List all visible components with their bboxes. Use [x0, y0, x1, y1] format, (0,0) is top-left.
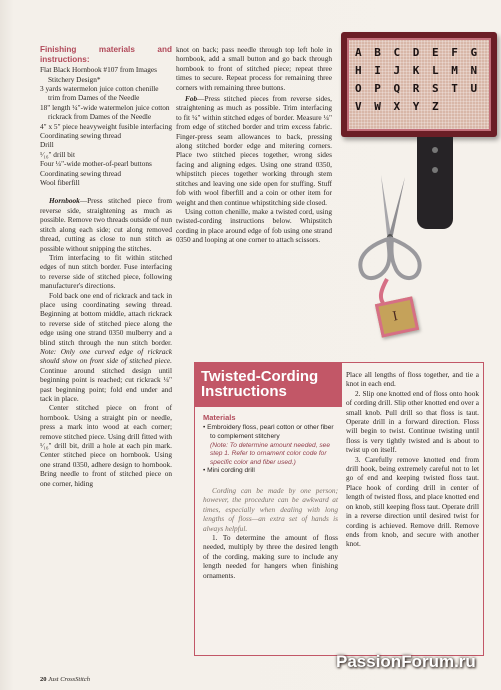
- material-item: 3 yards watermelon juice cotton chenille trim from Dames of the Needle: [40, 84, 159, 103]
- fob-paragraph: [176, 94, 332, 207]
- materials-list: [40, 65, 172, 187]
- box-title: Twisted-Cording Instructions: [195, 363, 342, 407]
- rickrack-note: Note: Only one curved edge of rickrack should show on front side of stitched piece.: [40, 346, 172, 366]
- twisted-cording-box: [194, 362, 484, 656]
- middle-column: [176, 45, 332, 245]
- box-materials-list: [203, 424, 338, 476]
- chenille-paragraph: Using cotton chenille, make a twisted cord, using twisted-cording instructions below. Whipstitch cording in place around edge of fob using one strand 0350 and looping at one corner to attach scissors.: [176, 206, 332, 245]
- material-item: Drill: [40, 140, 54, 150]
- rickrack-paragraph: Fold back one end of rickrack and tack in place using coordinating sewing thread. Beginning at bottom middle, attach rickrack to reverse side of stitched piece along the edge using one strand 0350 mulberry and a blind stitch through the nun stitch border. Note: Only one curved edge of rickrack should show on front side of stitched piece. Continue around stitched design until beginning point is reached; cut rickrack ¼" past beginning point; fold end under and tack in place.: [40, 290, 172, 403]
- step-1: 1. To determine the amount of floss needed, multiply by three the desired length of the cording, making sure to include any length needed for hangers when finishing ornaments.: [203, 533, 338, 580]
- page-footer: [40, 676, 90, 683]
- fob-letter: I: [391, 309, 400, 325]
- list-item-note: (Note: To determine amount needed, see step 1. Refer to ornament color code for specific color and fiber used.): [210, 441, 330, 466]
- material-item: Coordinating sewing thread: [40, 131, 122, 141]
- magazine-name: Just CrossStitch: [48, 676, 90, 683]
- hornbook-text: —Press stitched piece from reverse side, straightening as much as possible. Remove two threads outside of nun stitch along each side; cut along removed thread, cutting as close to nun stitch as possible without snipping the stitches.: [40, 196, 172, 253]
- fob-lead: Fob: [185, 94, 198, 104]
- page-number: 20: [40, 676, 47, 683]
- material-item: Coordinating sewing thread: [40, 168, 122, 178]
- material-item: Wool fiberfill: [40, 178, 80, 188]
- hornbook-lead: Hornbook: [49, 196, 80, 206]
- hornbook-sampler: [341, 32, 497, 137]
- project-photo: [333, 0, 501, 345]
- left-column: [40, 45, 172, 488]
- material-item: ¹⁄₁₆" drill bit: [40, 149, 75, 159]
- step-2: 2. Slip one knotted end of floss onto hook of cording drill. Slip other knotted end over a small knob. Pull drill so that floss is taut. Operate drill in a forward direction. Floss will begin to twist. Continue twisting until floss is very tightly twisted and is about to twist up on itself.: [346, 388, 479, 455]
- buttons-paragraph: knot on back; pass needle through top left hole in hornbook, add a small button and go back through hornbook to front of stitched piece; repeat three times to secure. Repeat process for remaining three corners with remaining three buttons.: [176, 45, 332, 92]
- sampler-alphabet: A B C D E F G H I J K L M N O P Q R S T U V W X Y Z: [347, 38, 491, 131]
- box-materials-heading: Materials: [203, 413, 236, 422]
- material-item: 4" x 5" piece heavyweight fusible interfacing: [40, 121, 172, 131]
- step-3: 3. Carefully remove knotted end from drill hook, being extremely careful not to let go of end and keeping twisted floss taut. Place hook of cording drill in center of length of twisted floss, and place knotted end on knob, still keeping floss taut. Operate drill in a reverse direction until desired twist for cording is achieved. Remove drill. Remove ends from knob, and secure with another knot.: [346, 454, 479, 549]
- fob-text: —Press stitched pieces from reverse sides, straightening as much as possible. Trim interfacing to fit ¼" within stitched edges of border. Measure ¼" from edge of stitched border and trim excess fabric. Finger-press seam allowances to back, pressing along stitched border edge and mitering corners. Place two stitched pieces together, wrong sides facing and aligning edges. Using one strand 0350, whipstitch pieces together working through stem stitches and leaving one side open for stuffing. Stuff fob with wool fiberfill and a coin or other item for weight and then continue whipstitching side closed.: [176, 94, 332, 207]
- box-intro: Cording can be made by one person; however, the procedure can be awkward at times, especially when dealing with long lengths of floss—an extra set of hands is always helpful.: [203, 485, 338, 533]
- list-item: • Mini cording drill: [203, 467, 255, 475]
- scissors-icon: [351, 175, 431, 305]
- knot-paragraph: Place all lengths of floss together, and tie a knot in each end.: [346, 370, 479, 389]
- material-item: Four ¼"-wide mother-of-pearl buttons: [40, 159, 152, 169]
- box-right-column: [346, 370, 479, 549]
- interfacing-paragraph: Trim interfacing to fit within stitched edges of nun stitch border. Fuse interfacing to reverse side of stitched piece, following manufacturer's directions.: [40, 252, 172, 291]
- materials-heading: Finishing materials and instructions:: [40, 45, 172, 64]
- scissor-fob: [375, 296, 419, 337]
- bolt-icon: [432, 167, 438, 173]
- material-item: Flat Black Hornbook #107 from Images Stitchery Design*: [40, 65, 157, 84]
- material-item: 18" length ¼"-wide watermelon juice cotton rickrack from Dames of the Needle: [40, 102, 170, 122]
- bolt-icon: [432, 147, 438, 153]
- box-left-column: [203, 413, 338, 580]
- hornbook-paragraph: [40, 196, 172, 252]
- list-item: • Embroidery floss, pearl cotton or other fiber to complement stitchery: [203, 424, 334, 440]
- center-paragraph: Center stitched piece on front of hornbook. Using a straight pin or needle, press a mark into wood at each corner; remove stitched piece. Using drill fitted with ¹⁄₁₆" drill bit, drill a hole at each pin mark. Center stitched piece on hornbook. Using one strand 0350, adhere design to hornbook. Bring needle to front of stitched piece on one corner, hiding: [40, 403, 172, 488]
- watermark: PassionForum.ru: [336, 652, 476, 671]
